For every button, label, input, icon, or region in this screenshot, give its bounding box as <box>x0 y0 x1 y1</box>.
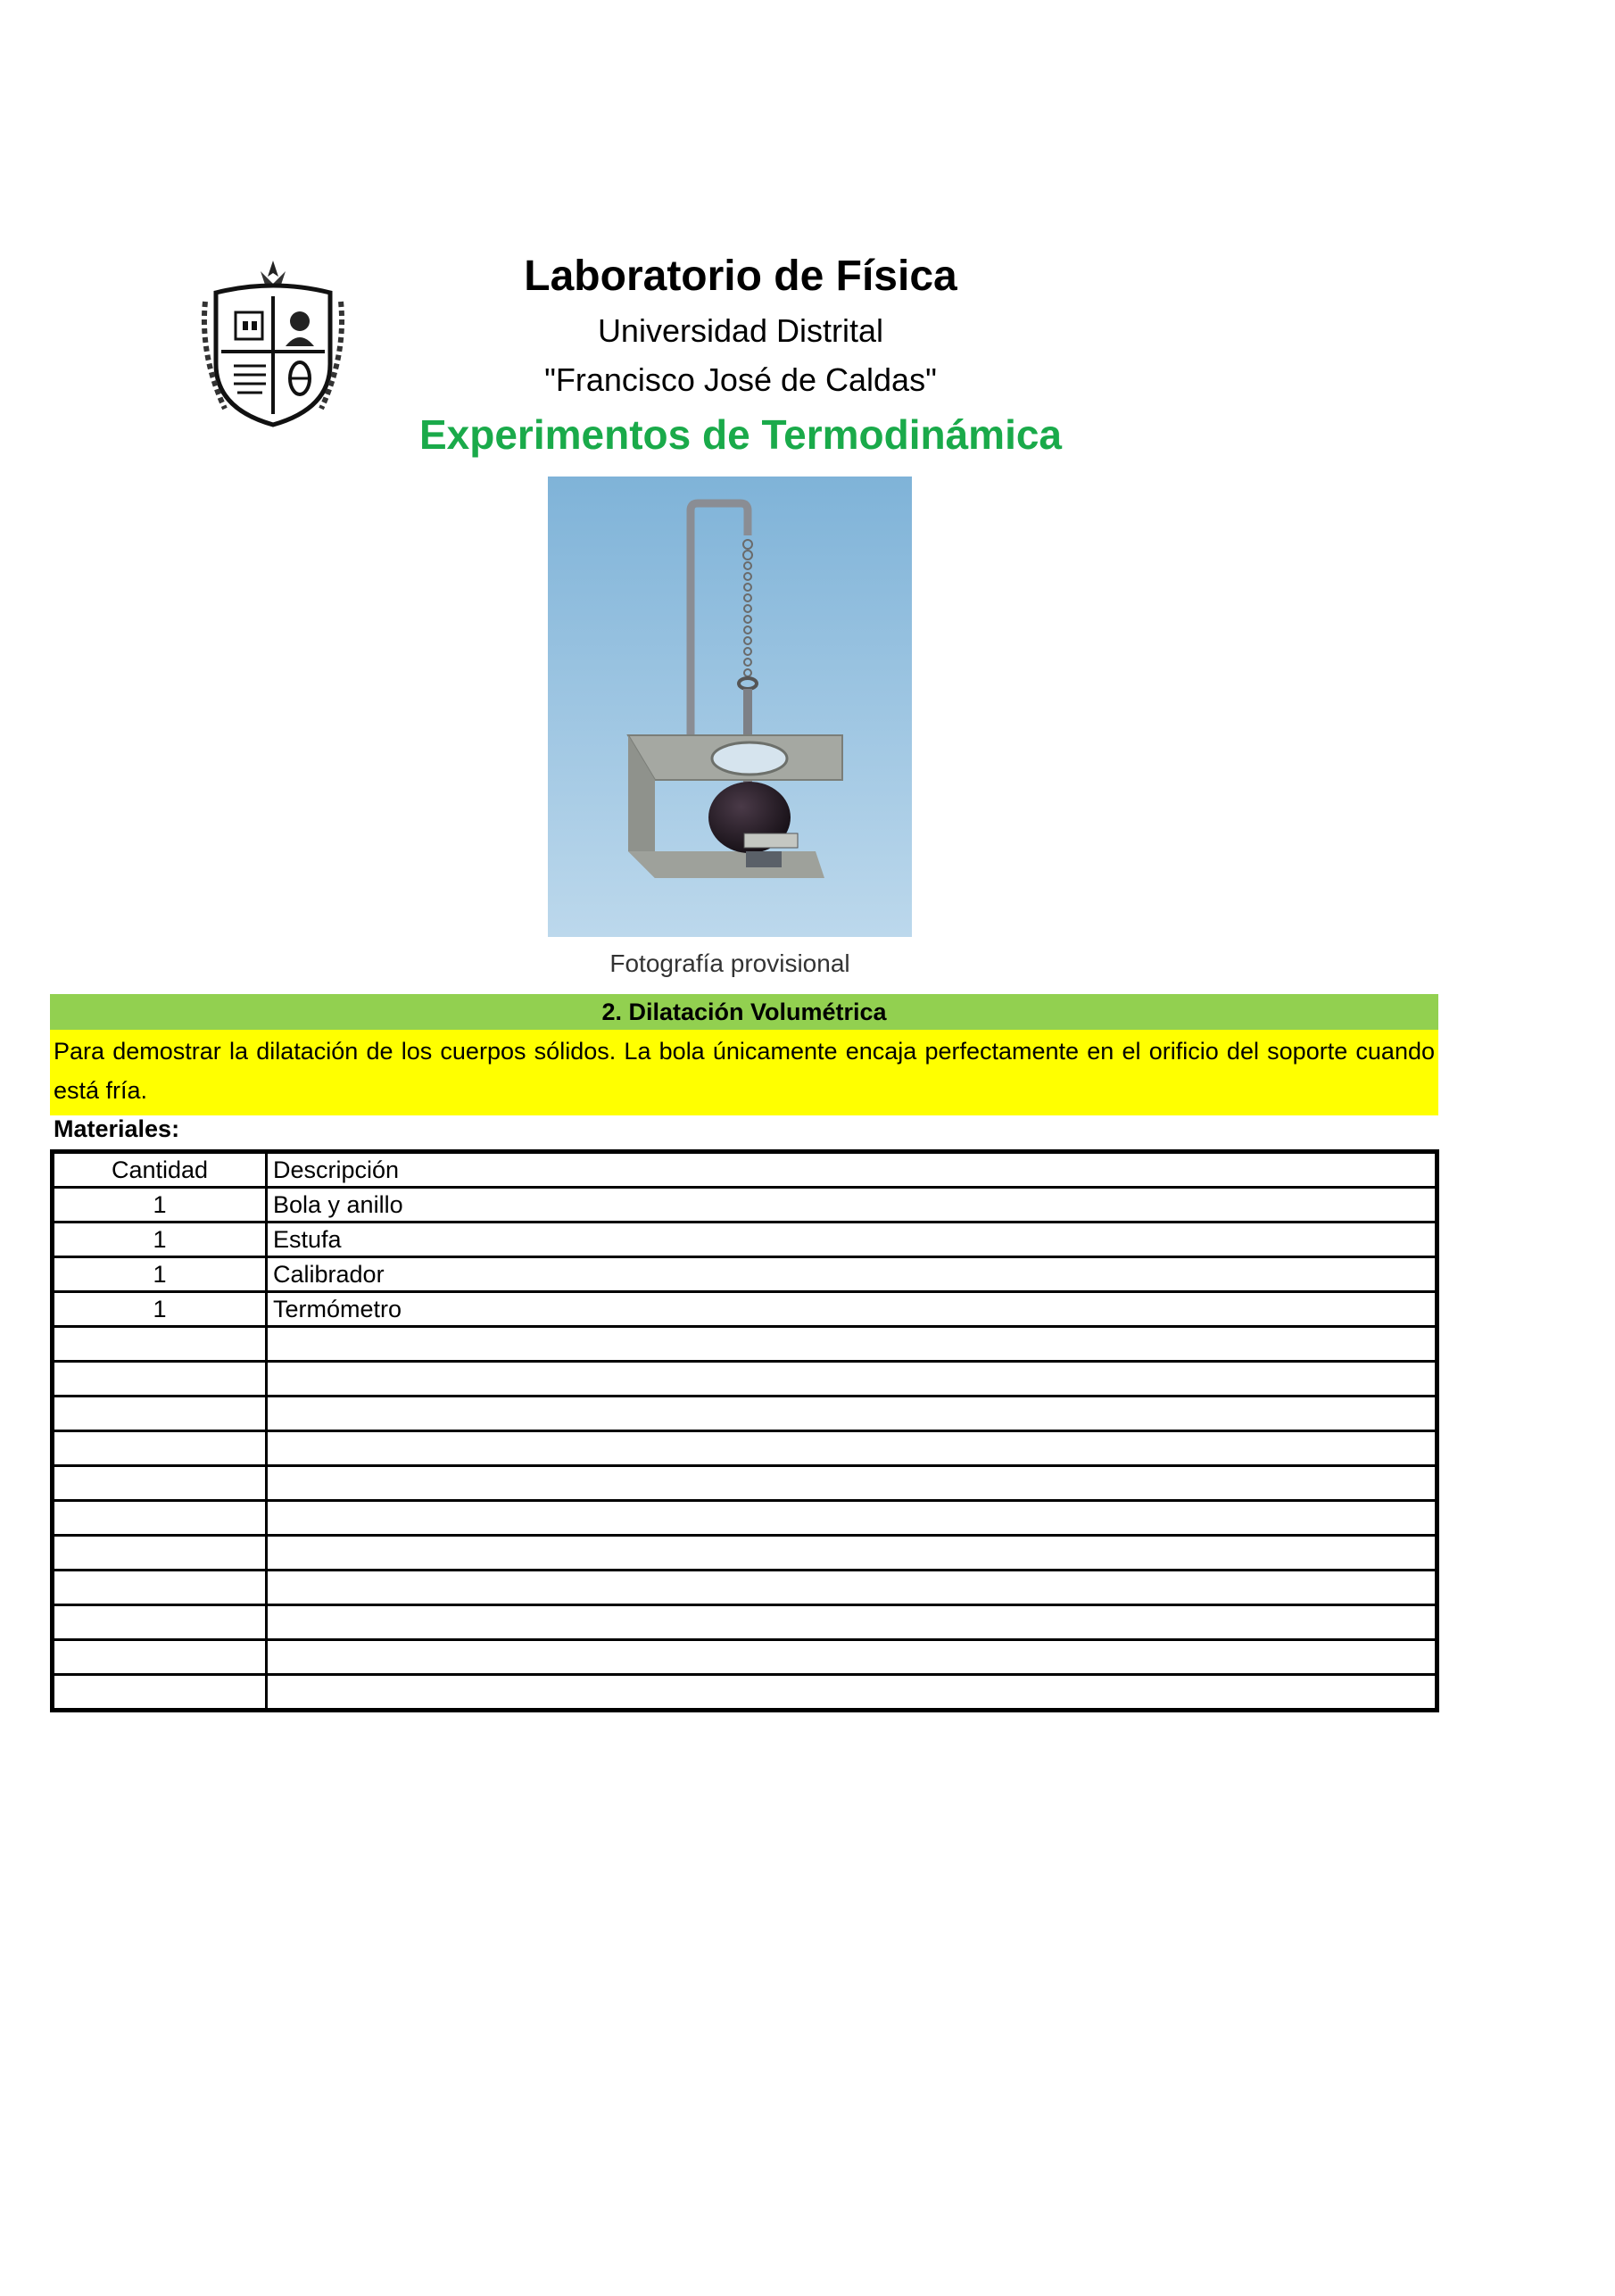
table-row <box>53 1466 1437 1501</box>
quantity-cell <box>53 1571 267 1605</box>
description-cell <box>267 1536 1437 1571</box>
header-quantity: Cantidad <box>53 1152 267 1188</box>
table-row <box>53 1501 1437 1536</box>
description-cell <box>267 1675 1437 1711</box>
description-cell <box>267 1466 1437 1501</box>
table-row <box>53 1536 1437 1571</box>
description-cell <box>267 1501 1437 1536</box>
description-cell <box>267 1397 1437 1431</box>
table-row <box>53 1292 1437 1327</box>
quantity-cell <box>53 1466 267 1501</box>
materials-label: Materiales: <box>54 1115 180 1142</box>
quantity-cell: 1 <box>53 1223 267 1257</box>
table-row <box>53 1397 1437 1431</box>
quantity-cell <box>53 1536 267 1571</box>
quantity-cell: 1 <box>53 1257 267 1292</box>
table-row <box>53 1257 1437 1292</box>
header-description: Descripción <box>267 1152 1437 1188</box>
quantity-cell <box>53 1605 267 1640</box>
quantity-cell: 1 <box>53 1188 267 1223</box>
description-cell: Bola y anillo <box>267 1188 1437 1223</box>
materials-table <box>50 1149 1439 1712</box>
university-name: "Francisco José de Caldas" <box>544 361 937 398</box>
table-row <box>53 1640 1437 1675</box>
table-row <box>53 1188 1437 1223</box>
table-row <box>53 1431 1437 1466</box>
table-row <box>53 1675 1437 1711</box>
lab-title: Laboratorio de Física <box>524 253 957 300</box>
description-cell <box>267 1327 1437 1362</box>
quantity-cell <box>53 1640 267 1675</box>
description-cell <box>267 1431 1437 1466</box>
description-cell <box>267 1571 1437 1605</box>
university-label: Universidad Distrital <box>597 312 884 349</box>
quantity-cell <box>53 1362 267 1397</box>
quantity-cell <box>53 1397 267 1431</box>
description-cell <box>267 1605 1437 1640</box>
table-header-row <box>53 1152 1437 1188</box>
description-cell: Estufa <box>267 1223 1437 1257</box>
section-heading: 2. Dilatación Volumétrica <box>50 994 1438 1030</box>
description-cell <box>267 1640 1437 1675</box>
table-row <box>53 1571 1437 1605</box>
quantity-cell <box>53 1501 267 1536</box>
quantity-cell <box>53 1431 267 1466</box>
description-cell: Termómetro <box>267 1292 1437 1327</box>
experiments-title: Experimentos de Termodinámica <box>418 411 1063 458</box>
quantity-cell: 1 <box>53 1292 267 1327</box>
table-row <box>53 1223 1437 1257</box>
quantity-cell <box>53 1327 267 1362</box>
apparatus-photo <box>548 477 912 937</box>
quantity-cell <box>53 1675 267 1711</box>
table-row <box>53 1605 1437 1640</box>
photo-caption: Fotografía provisional <box>609 949 850 977</box>
table-row <box>53 1362 1437 1397</box>
description-cell: Calibrador <box>267 1257 1437 1292</box>
table-row <box>53 1327 1437 1362</box>
section-description: Para demostrar la dilatación de los cuerpos sólidos. La bola únicamente encaja perfectamente en el orificio del soporte cuando está fría. <box>50 1030 1438 1115</box>
description-cell <box>267 1362 1437 1397</box>
